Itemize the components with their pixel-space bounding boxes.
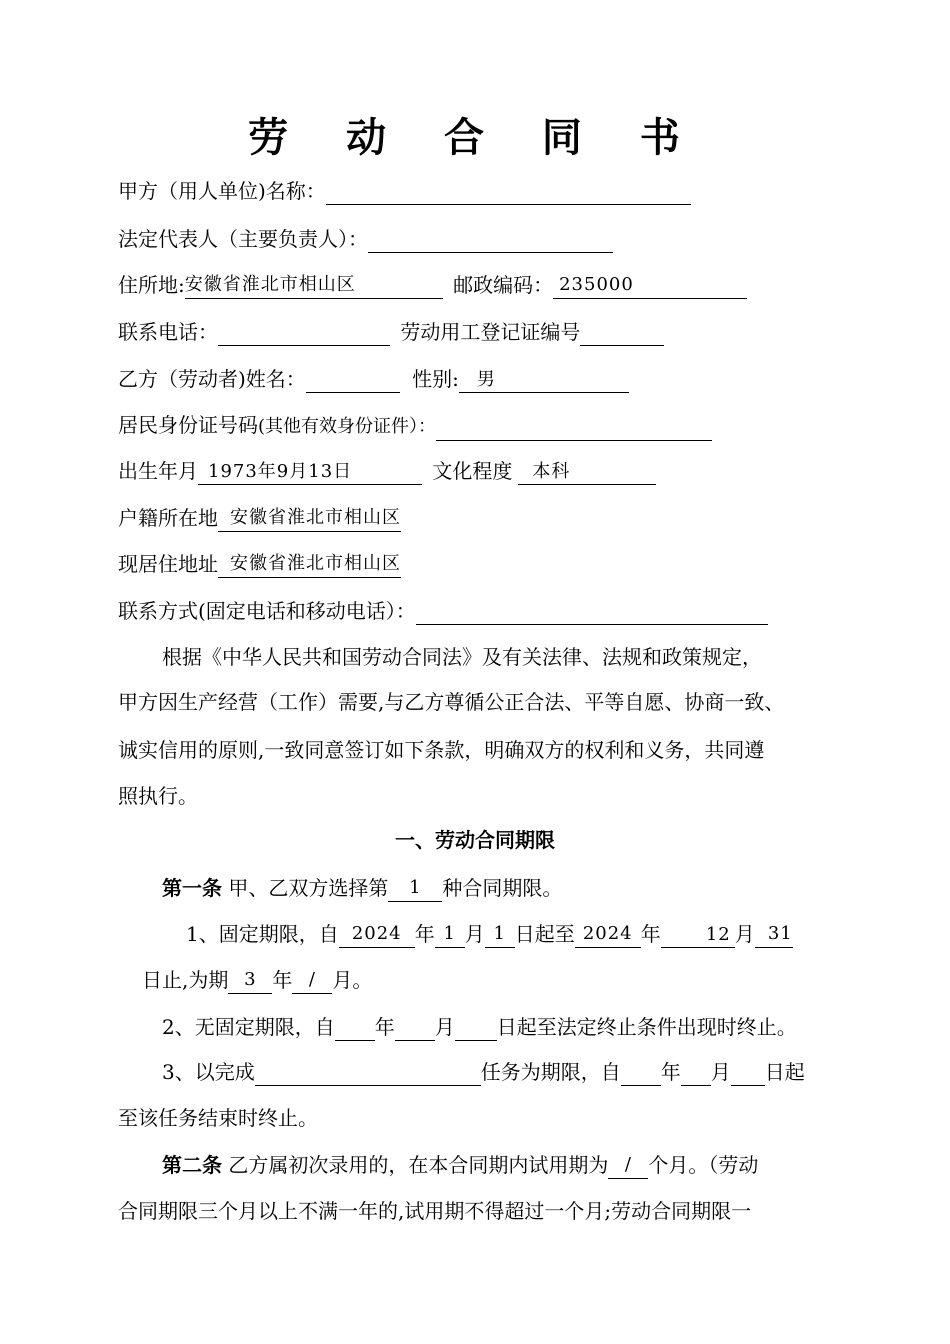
task-year-blank xyxy=(621,1060,661,1086)
preamble-line-2: 甲方因生产经营（工作）需要,与乙方尊循公正合法、平等自愿、协商一致、 xyxy=(118,690,785,714)
article-2-line-2: 合同期限三个月以上不满一年的,试用期不得超过一个月;劳动合同期限一 xyxy=(118,1199,752,1223)
fixed-month-unit-3: 月。 xyxy=(332,968,373,992)
fixed-term-line-1 xyxy=(186,920,793,948)
open-term-suffix: 日起至法定终止条件出现时终止。 xyxy=(496,1015,797,1039)
fixed-term-prefix: 1、固定期限，自 xyxy=(186,922,339,946)
party-a-name-label: 甲方（用人单位)名称： xyxy=(118,179,326,203)
party-b-hukou-row xyxy=(118,504,401,532)
task-month-unit: 月 xyxy=(710,1060,731,1084)
party-b-contact-row xyxy=(118,597,768,625)
task-term-middle: 任务为期限，自 xyxy=(480,1060,621,1084)
task-term-prefix: 3、以完成 xyxy=(162,1060,255,1084)
party-b-id-label: 居民身份证号码 xyxy=(118,413,258,437)
fixed-term-months: / xyxy=(292,968,332,994)
open-term-line xyxy=(162,1013,797,1041)
fixed-to-text: 日起至 xyxy=(514,922,575,946)
article-1-label: 第一条 xyxy=(162,876,222,900)
task-year-unit: 年 xyxy=(660,1060,681,1084)
task-day-blank xyxy=(731,1060,765,1086)
fixed-term-years: 3 xyxy=(228,968,272,994)
fixed-end-day: 31 xyxy=(755,922,793,948)
party-b-id-label-small: (其他有效身份证件）： xyxy=(258,416,437,437)
task-term-suffix: 日起 xyxy=(764,1060,805,1084)
party-b-id-row xyxy=(118,411,712,441)
party-b-id-blank xyxy=(436,415,712,441)
preamble-line-3: 诚实信用的原则,一致同意签订如下条款，明确双方的权利和义务，共同遵 xyxy=(118,738,765,762)
task-term-line-2: 至该任务结束时终止。 xyxy=(118,1106,318,1130)
party-a-address-row xyxy=(118,271,747,299)
open-year-blank xyxy=(335,1015,375,1041)
party-a-rep-label: 法定代表人（主要负责人）： xyxy=(118,227,368,251)
education-label: 文化程度 xyxy=(432,459,513,483)
fixed-month-unit-2: 月 xyxy=(734,922,755,946)
hukou-label: 户籍所在地 xyxy=(118,506,218,530)
fixed-year-unit: 年 xyxy=(414,922,435,946)
fixed-start-day: 1 xyxy=(485,922,515,948)
open-year-unit: 年 xyxy=(374,1015,395,1039)
fixed-start-year: 2024 xyxy=(339,922,415,948)
party-b-residence-row xyxy=(118,550,401,578)
open-term-prefix: 2、无固定期限，自 xyxy=(162,1015,335,1039)
gender-value: 男 xyxy=(459,368,629,393)
task-month-blank xyxy=(681,1060,711,1086)
contact-blank xyxy=(416,599,768,625)
party-b-name-row xyxy=(118,365,629,393)
article-1-text-b: 种合同期限。 xyxy=(442,876,563,900)
party-a-phone-row xyxy=(118,318,664,346)
fixed-term-line-2 xyxy=(142,966,372,994)
reg-number-label: 劳动用工登记证编号 xyxy=(400,320,581,344)
party-b-name-label: 乙方（劳动者)姓名： xyxy=(118,367,306,391)
task-term-line-1 xyxy=(162,1058,805,1086)
party-a-rep-row xyxy=(118,225,613,253)
article-1 xyxy=(162,874,562,902)
preamble-line-1: 根据《中华人民共和国劳动合同法》及有关法律、法规和政策规定， xyxy=(162,645,762,669)
fixed-end-month: 12 xyxy=(661,923,735,948)
article-2-text-b: 个月。（劳动 xyxy=(648,1153,759,1177)
party-b-birth-row xyxy=(118,457,656,485)
party-a-address-value: 安徽省淮北市相山区 xyxy=(185,273,443,299)
section-heading: 一、劳动合同期限 xyxy=(395,828,555,852)
birth-value: 1973年9月13日 xyxy=(198,460,422,485)
article-2-text-a: 乙方属初次录用的，在本合同期内试用期为 xyxy=(228,1153,609,1177)
party-a-name-row xyxy=(118,177,691,205)
gender-label: 性别: xyxy=(412,367,459,391)
open-month-unit: 月 xyxy=(434,1015,455,1039)
fixed-start-month: 1 xyxy=(435,922,465,948)
residence-label: 现居住地址 xyxy=(118,552,218,576)
hukou-value: 安徽省淮北市相山区 xyxy=(218,506,401,532)
article-2-label: 第二条 xyxy=(162,1153,222,1177)
party-a-address-label: 住所地: xyxy=(118,273,185,297)
postal-label: 邮政编码： xyxy=(453,273,554,297)
party-a-rep-blank xyxy=(368,227,613,253)
open-day-blank xyxy=(455,1015,497,1041)
article-1-choice: 1 xyxy=(388,876,442,902)
contact-label: 联系方式(固定电话和移动电话）： xyxy=(118,599,416,623)
party-a-phone-blank xyxy=(218,320,390,346)
fixed-end-year: 2024 xyxy=(575,922,641,948)
fixed-year-unit-3: 年 xyxy=(272,968,293,992)
article-2 xyxy=(162,1151,758,1179)
fixed-year-unit-2: 年 xyxy=(640,922,661,946)
party-a-phone-label: 联系电话： xyxy=(118,320,218,344)
reg-number-blank xyxy=(580,320,664,346)
article-1-text-a: 甲、乙双方选择第 xyxy=(228,876,389,900)
postal-value: 235000 xyxy=(553,273,747,299)
party-b-name-blank xyxy=(306,367,400,393)
residence-value: 安徽省淮北市相山区 xyxy=(218,552,401,578)
preamble-line-4: 照执行。 xyxy=(118,784,198,808)
page-title: 劳 动 合 同 书 xyxy=(248,114,702,161)
fixed-term-text: 日止,为期 xyxy=(142,968,229,992)
fixed-month-unit: 月 xyxy=(464,922,485,946)
party-a-name-blank xyxy=(326,179,691,205)
task-blank xyxy=(255,1060,481,1086)
birth-label: 出生年月 xyxy=(118,459,198,483)
education-value: 本科 xyxy=(518,460,656,485)
open-month-blank xyxy=(395,1015,435,1041)
probation-months: / xyxy=(608,1153,648,1179)
